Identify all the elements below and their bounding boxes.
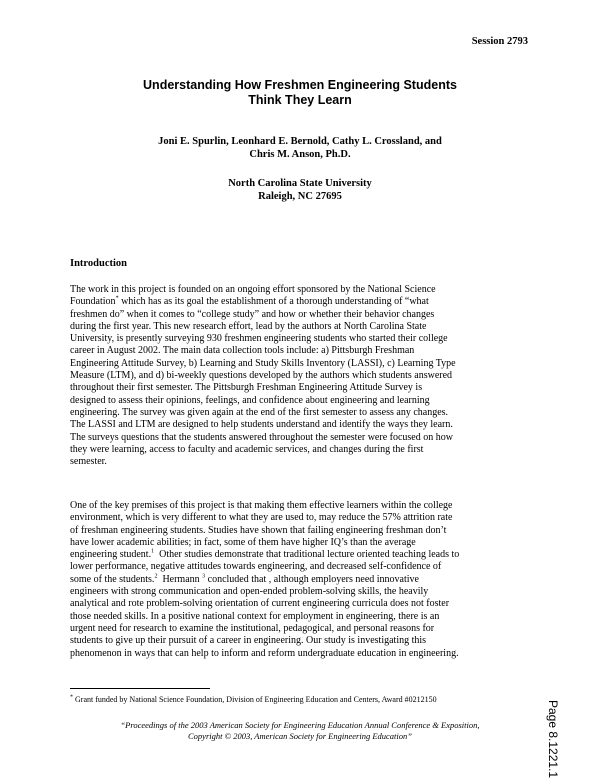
text-fragment: Hermann [162,573,200,585]
text-line: have lower academic abilities; in fact, some of them have higher IQ’s than the average [70,536,416,548]
text-line: designed to assess their opinions, feelings, and confidence about engineering and learning [70,394,430,406]
text-line: One of the key premises of this project is that making them effective learners within the college [70,500,453,511]
authors-line-1: Joni E. Spurlin, Leonhard E. Bernold, Cathy L. Crossland, and [158,136,442,147]
text-line: of freshman engineering students. Studies have shown that failing engineering freshman don’t [70,524,447,536]
text-fragment: Other studies demonstrate that traditional lecture oriented teaching leads to [159,549,460,561]
text-line [70,574,540,586]
affiliation [0,177,600,203]
citation-marker: 3 [202,573,206,580]
text-line: University, is presently surveying 930 freshmen engineering students who started their college [70,333,448,345]
text-line [70,296,540,308]
text-line: environment, which is very different to what they are used to, may reduce the 57% attrition rate [70,512,453,524]
text-line: analytical and rote problem-solving orientation of current engineering curricula does not foster [70,598,450,610]
text-line: throughout their first semester. The Pittsburgh Freshman Engineering Attitude Survey is [70,382,423,394]
text-line: urgent need for research to examine the institutional, pedagogical, and personal reasons for [70,622,435,634]
text-line: freshmen do” when it comes to “college study” and how or whether their behavior changes [70,308,435,320]
footnote-marker: * [70,694,73,701]
text-line: during the first year. This new research effort, lead by the authors at North Carolina State [70,320,427,332]
text-line: engineering. The survey was given again at the end of the first semester to assess any changes. [70,406,449,418]
text-line: students to give up their pursuit of a career in engineering. Our study is investigating this [70,635,427,647]
text-line: those needed skills. In a positive national context for employment in engineering, there is an [70,610,440,622]
text-fragment: concluded that , although employers need innovative [207,573,419,585]
citation-marker: 2 [154,573,158,580]
text-line: The LASSI and LTM are designed to help students understand and identify the ways they learn. [70,419,453,431]
paragraph-intro [70,284,540,468]
footer-line-1: “Proceedings of the 2003 American Society for Engineering Education Annual Conference & Exposition, [120,720,480,730]
text-line: engineers with strong communication and open-ended problem-solving skills, the heavily [70,586,429,598]
university-location: Raleigh, NC 27695 [258,191,342,202]
footnote [70,695,437,704]
text-line: career in August 2002. The main data collection tools include: a) Pittsburgh Freshman [70,345,415,357]
title-line-2: Think They Learn [248,93,352,107]
text-line: phenomenon in ways that can help to inform and reform undergraduate education in engineering. [70,647,459,659]
footnote-marker: * [115,295,119,302]
proceedings-footer [0,720,600,742]
text-line: The surveys questions that the students answered throughout the semester were focused on how [70,431,453,443]
session-number: Session 2793 [471,36,528,47]
text-fragment: some of the students. [70,573,155,585]
section-heading: Introduction [70,258,127,269]
page-number: Page 8.1221.1 [546,700,560,778]
title-line-1: Understanding How Freshmen Engineering Students [143,78,457,92]
text-line: lower performance, negative attitudes towards engineering, and decreased self-confidence of [70,561,442,573]
text-line: semester. [70,456,107,468]
text-line: Measure (LTM), and d) bi-weekly questions developed by the authors which students answered [70,370,453,382]
footnote-divider [70,688,210,689]
citation-marker: 1 [151,548,155,555]
paragraph-premises [70,500,540,660]
text-fragment: which has as its goal the establishment of a thorough understanding of “what [121,296,429,308]
text-line: Engineering Attitude Survey, b) Learning and Study Skills Inventory (LASSI), c) Learning Type [70,357,456,369]
paper-title [0,78,600,108]
university-name: North Carolina State University [228,178,372,189]
footnote-text: Grant funded by National Science Foundation, Division of Engineering Education and Centers, Award #0212150 [75,695,437,704]
footer-line-2: Copyright © 2003, American Society for Engineering Education” [188,731,412,741]
text-line [70,549,540,561]
text-line: they were learning, access to faculty and academic services, and changes during the first [70,443,424,455]
text-fragment: engineering student. [70,549,152,561]
text-line: The work in this project is founded on an ongoing effort sponsored by the National Science [70,284,436,295]
author-list [0,135,600,161]
authors-line-2: Chris M. Anson, Ph.D. [249,149,351,160]
text-fragment: Foundation [70,296,116,308]
